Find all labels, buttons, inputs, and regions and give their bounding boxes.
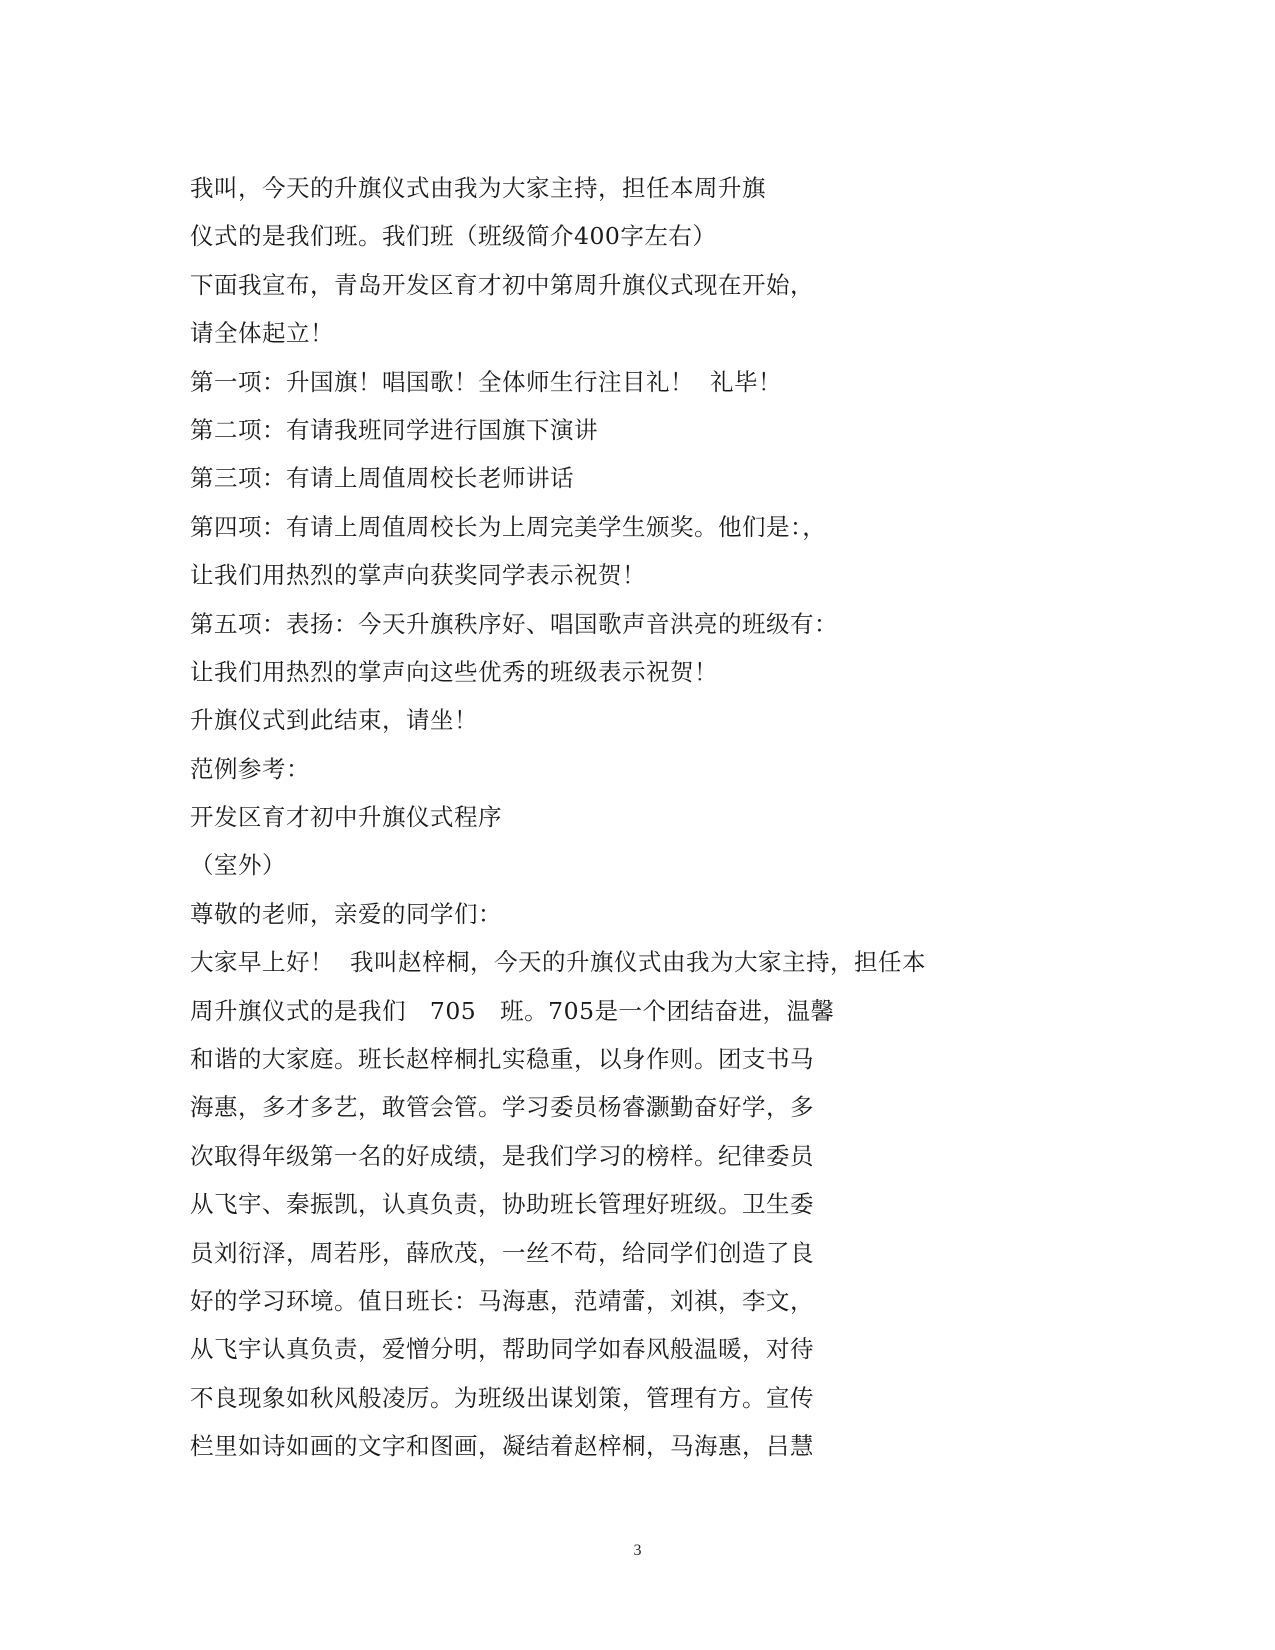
page-number: 3 — [633, 1542, 642, 1559]
text-line: 第三项：有请上周值周校长老师讲话 — [190, 464, 574, 493]
text-line: 员刘衍泽，周若彤，薛欣茂，一丝不苟，给同学们创造了良 — [190, 1238, 814, 1267]
text-line: 请全体起立！ — [190, 319, 334, 348]
text-line: 开发区育才初中升旗仪式程序 — [190, 803, 502, 832]
text-line: 不良现象如秋风般凌厉。为班级出谋划策，管理有方。宣传 — [190, 1383, 814, 1412]
text-line: 尊敬的老师，亲爱的同学们： — [190, 899, 502, 928]
text-line: 第四项：有请上周值周校长为上周完美学生颁奖。他们是：， — [190, 512, 827, 541]
text-line: 第一项：升国旗！唱国歌！全体师生行注目礼！ 礼毕！ — [190, 367, 782, 396]
text-line: 从飞宇、秦振凯，认真负责，协助班长管理好班级。卫生委 — [190, 1190, 814, 1219]
text-line: 次取得年级第一名的好成绩，是我们学习的榜样。纪律委员 — [190, 1141, 814, 1170]
text-line: 我叫，今天的升旗仪式由我为大家主持，担任本周升旗 — [190, 174, 766, 202]
text-line: （室外） — [190, 851, 286, 880]
text-line: 大家早上好！ 我叫赵梓桐，今天的升旗仪式由我为大家主持，担任本 — [190, 948, 926, 977]
text-line: 范例参考： — [190, 754, 310, 783]
body-text — [190, 164, 1190, 1471]
text-line: 和谐的大家庭。班长赵梓桐扎实稳重，以身作则。团支书马 — [190, 1045, 814, 1074]
text-line: 下面我宣布，青岛开发区育才初中第周升旗仪式现在开始， — [190, 270, 814, 299]
text-line: 从飞宇认真负责，爱憎分明，帮助同学如春风般温暖，对待 — [190, 1335, 814, 1364]
text-line: 升旗仪式到此结束，请坐！ — [190, 706, 478, 735]
text-line: 让我们用热烈的掌声向这些优秀的班级表示祝贺！ — [190, 657, 718, 686]
text-line: 海惠，多才多艺，敢管会管。学习委员杨睿灏勤奋好学，多 — [190, 1093, 814, 1122]
text-line: 周升旗仪式的是我们 705 班。705是一个团结奋进，温馨 — [190, 996, 835, 1025]
text-line: 让我们用热烈的掌声向获奖同学表示祝贺！ — [190, 561, 646, 590]
text-line: 好的学习环境。值日班长：马海惠，范靖蕾，刘祺，李文， — [190, 1286, 814, 1315]
text-line: 仪式的是我们班。我们班（班级简介400字左右） — [190, 222, 717, 251]
text-line: 栏里如诗如画的文字和图画，凝结着赵梓桐，马海惠，吕慧 — [190, 1432, 814, 1461]
text-line: 第二项：有请我班同学进行国旗下演讲 — [190, 415, 598, 444]
text-line: 第五项：表扬：今天升旗秩序好、唱国歌声音洪亮的班级有： — [190, 609, 838, 638]
